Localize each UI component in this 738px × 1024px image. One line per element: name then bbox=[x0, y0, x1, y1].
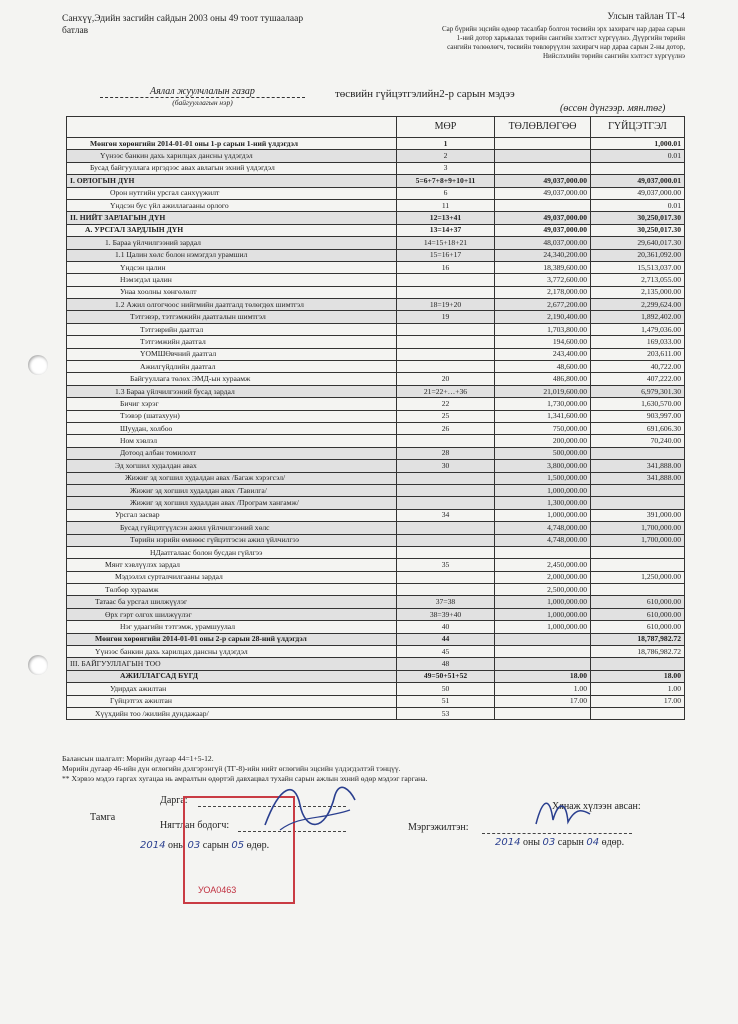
actual-value: 169,033.00 bbox=[591, 336, 685, 348]
actual-value: 6,979,301.30 bbox=[591, 385, 685, 397]
plan-value: 1,500,000.00 bbox=[495, 472, 591, 484]
table-row bbox=[67, 212, 685, 224]
table-row bbox=[67, 249, 685, 261]
plan-value: 2,500,000.00 bbox=[495, 584, 591, 596]
plan-value: 1,000,000.00 bbox=[495, 484, 591, 496]
row-description: Шуудан, холбоо bbox=[67, 422, 397, 434]
row-description: Бусад байгууллага иргэдээс авах авлагын эхний үлдэгдэл bbox=[67, 162, 397, 174]
plan-value: 1,000,000.00 bbox=[495, 621, 591, 633]
table-row bbox=[67, 435, 685, 447]
plan-value: 17.00 bbox=[495, 695, 591, 707]
actual-value: 1,700,000.00 bbox=[591, 534, 685, 546]
row-description: ҮОМШӨвчний даатгал bbox=[67, 348, 397, 360]
row-number: 1 bbox=[397, 138, 495, 150]
table-row bbox=[67, 311, 685, 323]
plan-value: 3,772,600.00 bbox=[495, 274, 591, 286]
date-word: сарын bbox=[202, 840, 229, 851]
actual-value: 1.00 bbox=[591, 683, 685, 695]
row-description: Тэтгэвэр, тэтгэмжийн даатгалын шимтгэл bbox=[67, 311, 397, 323]
row-description: Байгууллага төлөх ЭМД-ын хураамж bbox=[67, 373, 397, 385]
plan-value: 3,800,000.00 bbox=[495, 460, 591, 472]
table-row bbox=[67, 460, 685, 472]
row-description: Үндсэн цалин bbox=[67, 261, 397, 273]
footnote: Балансын шалгалт: Мөрийн дугаар 44=1+5-12. bbox=[62, 754, 214, 763]
plan-value: 1,300,000.00 bbox=[495, 497, 591, 509]
row-number bbox=[397, 348, 495, 360]
row-number: 11 bbox=[397, 199, 495, 211]
row-number: 40 bbox=[397, 621, 495, 633]
actual-value bbox=[591, 484, 685, 496]
actual-value bbox=[591, 546, 685, 558]
approval-line: Санхүү,Эдийн засгийн сайдын 2003 оны 49 тоот тушаалаар bbox=[62, 14, 304, 24]
actual-value: 49,037,000.01 bbox=[591, 175, 685, 187]
actual-value: 610,000.00 bbox=[591, 608, 685, 620]
row-number: 26 bbox=[397, 422, 495, 434]
accountant-label: Нягтлан бодогч: bbox=[160, 820, 230, 831]
row-number: 44 bbox=[397, 633, 495, 645]
approval-note bbox=[62, 13, 352, 37]
date-right-year: 2014 bbox=[495, 837, 521, 848]
actual-value: 2,299,624.00 bbox=[591, 299, 685, 311]
row-number: 35 bbox=[397, 559, 495, 571]
plan-value: 2,178,000.00 bbox=[495, 286, 591, 298]
table-row bbox=[67, 299, 685, 311]
row-number: 25 bbox=[397, 410, 495, 422]
table-row bbox=[67, 361, 685, 373]
row-description: НДаатгалаас болон бусдан гүйлгээ bbox=[67, 546, 397, 558]
expert-signature-scribble bbox=[528, 792, 598, 832]
row-description: Тээвэр (шатахуун) bbox=[67, 410, 397, 422]
row-description: Эд хогшил худалдан авах bbox=[67, 460, 397, 472]
row-description: II. НИЙТ ЗАРЛАГЫН ДҮН bbox=[67, 212, 397, 224]
plan-value: 18,389,600.00 bbox=[495, 261, 591, 273]
row-number: 13=14+37 bbox=[397, 224, 495, 236]
footnotes bbox=[62, 754, 682, 784]
table-row bbox=[67, 187, 685, 199]
row-description: Жижиг эд хогшил худалдан авах /Тавилга/ bbox=[67, 484, 397, 496]
plan-value: 24,340,200.00 bbox=[495, 249, 591, 261]
table-row bbox=[67, 237, 685, 249]
row-description: Унаа хоолны хөнгөлөлт bbox=[67, 286, 397, 298]
stamp-label: Тамга bbox=[90, 812, 116, 823]
actual-value bbox=[591, 162, 685, 174]
table-row bbox=[67, 447, 685, 459]
row-description: Жижиг эд хогшил худалдан авах /Програм хангамж/ bbox=[67, 497, 397, 509]
row-number bbox=[397, 584, 495, 596]
date-word: өдөр. bbox=[246, 840, 270, 851]
plan-value: 500,000.00 bbox=[495, 447, 591, 459]
plan-value bbox=[495, 162, 591, 174]
row-description: Бусад гүйцэтгүүлсэн ажил үйлчилгээний хөлс bbox=[67, 522, 397, 534]
row-number bbox=[397, 286, 495, 298]
plan-value: 2,000,000.00 bbox=[495, 571, 591, 583]
actual-value: 70,240.00 bbox=[591, 435, 685, 447]
table-row bbox=[67, 373, 685, 385]
form-instructions bbox=[420, 13, 685, 61]
actual-value: 40,722.00 bbox=[591, 361, 685, 373]
row-description: Дотоод албан томилолт bbox=[67, 447, 397, 459]
actual-value: 691,606.30 bbox=[591, 422, 685, 434]
plan-value bbox=[495, 633, 591, 645]
table-row bbox=[67, 286, 685, 298]
date-right-day: 04 bbox=[586, 837, 600, 848]
row-number: 19 bbox=[397, 311, 495, 323]
plan-value: 2,190,400.00 bbox=[495, 311, 591, 323]
actual-value: 18.00 bbox=[591, 670, 685, 682]
table-header-row bbox=[67, 117, 685, 138]
plan-value: 2,677,200.00 bbox=[495, 299, 591, 311]
row-description: Бичиг хэрэг bbox=[67, 398, 397, 410]
actual-value: 17.00 bbox=[591, 695, 685, 707]
row-description: Төрийн нэрийн өмнөөс гүйцэтгэсэн ажил үйлчилгээ bbox=[67, 534, 397, 546]
date-left-year: 2014 bbox=[140, 840, 166, 851]
column-header: МӨР bbox=[397, 117, 495, 138]
plan-value: 21,019,600.00 bbox=[495, 385, 591, 397]
actual-value: 1,000.01 bbox=[591, 138, 685, 150]
plan-value: 48,600.00 bbox=[495, 361, 591, 373]
row-number bbox=[397, 484, 495, 496]
punch-hole bbox=[28, 355, 48, 375]
table-row bbox=[67, 274, 685, 286]
actual-value: 903,997.00 bbox=[591, 410, 685, 422]
actual-value bbox=[591, 658, 685, 670]
table-row bbox=[67, 707, 685, 719]
row-description: Үндсэн бус үйл ажиллагааны орлого bbox=[67, 199, 397, 211]
row-description: Тэтгэврийн даатгал bbox=[67, 323, 397, 335]
table-row bbox=[67, 199, 685, 211]
table-row bbox=[67, 596, 685, 608]
plan-value bbox=[495, 646, 591, 658]
footnote: Мөрийн дугаар 46-ийн дүн өглөгийн дэлгэрэнгүй (ТГ-8)-ийн нийт өглөгийн эцсийн үлдэгдэлтэй тэнцүү. bbox=[62, 764, 401, 773]
row-number: 49=50+51+52 bbox=[397, 670, 495, 682]
plan-value: 1,000,000.00 bbox=[495, 596, 591, 608]
row-description: I. ОРЛОГЫН ДҮН bbox=[67, 175, 397, 187]
director-label: Дарга: bbox=[160, 795, 188, 806]
date-right bbox=[495, 837, 624, 848]
actual-value: 407,222.00 bbox=[591, 373, 685, 385]
row-description: Орон нутгийн урсгал санхүүжилт bbox=[67, 187, 397, 199]
director-signature-scribble bbox=[255, 775, 365, 845]
row-number: 22 bbox=[397, 398, 495, 410]
row-description: Жижиг эд хогшил худалдан авах /Багаж хэрэгсэл/ bbox=[67, 472, 397, 484]
table-row bbox=[67, 472, 685, 484]
plan-value: 750,000.00 bbox=[495, 422, 591, 434]
row-number bbox=[397, 336, 495, 348]
row-description: Гүйцэтгэх ажилтан bbox=[67, 695, 397, 707]
table-row bbox=[67, 509, 685, 521]
row-number: 45 bbox=[397, 646, 495, 658]
organization-caption: (байгууллагын нэр) bbox=[172, 98, 233, 107]
column-header bbox=[67, 117, 397, 138]
plan-value: 1,000,000.00 bbox=[495, 509, 591, 521]
actual-value: 1,700,000.00 bbox=[591, 522, 685, 534]
row-number bbox=[397, 323, 495, 335]
row-number bbox=[397, 522, 495, 534]
row-number: 14=15+18+21 bbox=[397, 237, 495, 249]
actual-value: 1,630,570.00 bbox=[591, 398, 685, 410]
table-row bbox=[67, 670, 685, 682]
actual-value: 49,037,000.00 bbox=[591, 187, 685, 199]
plan-value: 49,037,000.00 bbox=[495, 224, 591, 236]
actual-value: 1,479,036.00 bbox=[591, 323, 685, 335]
organization-name: Аялал жуулчлалын газар bbox=[100, 86, 305, 98]
date-right-month: 03 bbox=[542, 837, 556, 848]
plan-value: 1,730,000.00 bbox=[495, 398, 591, 410]
plan-value bbox=[495, 707, 591, 719]
table-row bbox=[67, 162, 685, 174]
table-row bbox=[67, 150, 685, 162]
actual-value: 20,361,092.00 bbox=[591, 249, 685, 261]
plan-value: 49,037,000.00 bbox=[495, 187, 591, 199]
table-row bbox=[67, 422, 685, 434]
row-description: 1.2 Ажил олгогчоос нийгмийн даатгалд төлөгдөх шимтгэл bbox=[67, 299, 397, 311]
plan-value: 4,748,000.00 bbox=[495, 534, 591, 546]
column-header: ГҮЙЦЭТГЭЛ bbox=[591, 117, 685, 138]
plan-value: 2,450,000.00 bbox=[495, 559, 591, 571]
expert-label: Мэргэжилтэн: bbox=[408, 822, 469, 833]
table-row bbox=[67, 348, 685, 360]
plan-value: 4,748,000.00 bbox=[495, 522, 591, 534]
plan-value bbox=[495, 138, 591, 150]
row-number: 30 bbox=[397, 460, 495, 472]
budget-table bbox=[66, 116, 685, 720]
plan-value: 1.00 bbox=[495, 683, 591, 695]
table-row bbox=[67, 658, 685, 670]
row-description: Мэдээлэл сурталчилгааны зардал bbox=[67, 571, 397, 583]
report-title: төсвийн гүйцэтгэлийн2-р сарын мэдээ bbox=[335, 88, 515, 100]
row-number bbox=[397, 571, 495, 583]
row-number: 48 bbox=[397, 658, 495, 670]
row-number: 5=6+7+8+9+10+11 bbox=[397, 175, 495, 187]
plan-value: 49,037,000.00 bbox=[495, 212, 591, 224]
row-number: 6 bbox=[397, 187, 495, 199]
instruction-line: 1-ний дотор харьяалах төрийн сангийн хэлтэст хүргүүлнэ. Дүүргийн төрийн bbox=[456, 34, 685, 42]
row-number: 21=22+…+36 bbox=[397, 385, 495, 397]
form-code: Улсын тайлан ТГ-4 bbox=[607, 12, 685, 22]
plan-value: 1,341,600.00 bbox=[495, 410, 591, 422]
row-description: Тэтгэмжийн даатгал bbox=[67, 336, 397, 348]
row-description: А. УРСГАЛ ЗАРДЛЫН ДҮН bbox=[67, 224, 397, 236]
row-description: Удирдах ажилтан bbox=[67, 683, 397, 695]
table-row bbox=[67, 633, 685, 645]
unit-note: (өссөн дүнгээр. мян.төг) bbox=[560, 103, 666, 114]
row-number bbox=[397, 361, 495, 373]
row-number: 16 bbox=[397, 261, 495, 273]
row-number: 18=19+20 bbox=[397, 299, 495, 311]
row-number bbox=[397, 497, 495, 509]
plan-value bbox=[495, 199, 591, 211]
row-description: 1. Бараа үйлчилгээний зардал bbox=[67, 237, 397, 249]
actual-value bbox=[591, 584, 685, 596]
table-row bbox=[67, 175, 685, 187]
expert-signature-line bbox=[482, 833, 632, 834]
date-word: оны bbox=[167, 840, 186, 851]
date-word: сарын bbox=[557, 837, 584, 848]
plan-value: 200,000.00 bbox=[495, 435, 591, 447]
row-number bbox=[397, 435, 495, 447]
row-number: 50 bbox=[397, 683, 495, 695]
row-number: 20 bbox=[397, 373, 495, 385]
actual-value bbox=[591, 707, 685, 719]
table-row bbox=[67, 534, 685, 546]
row-number: 3 bbox=[397, 162, 495, 174]
row-description: АЖИЛЛАГСАД БҮГД bbox=[67, 670, 397, 682]
table-row bbox=[67, 646, 685, 658]
actual-value: 0.01 bbox=[591, 199, 685, 211]
plan-value: 48,037,000.00 bbox=[495, 237, 591, 249]
table-row bbox=[67, 385, 685, 397]
table-row bbox=[67, 336, 685, 348]
actual-value: 1,892,402.00 bbox=[591, 311, 685, 323]
row-description: Нэг удаагийн тэтгэмж, урамшуулал bbox=[67, 621, 397, 633]
row-description: Нэмэгдэл цалин bbox=[67, 274, 397, 286]
table-row bbox=[67, 497, 685, 509]
plan-value: 1,000,000.00 bbox=[495, 608, 591, 620]
row-number: 53 bbox=[397, 707, 495, 719]
table-row bbox=[67, 695, 685, 707]
row-number: 15=16+17 bbox=[397, 249, 495, 261]
row-description: Урсгал засвар bbox=[67, 509, 397, 521]
actual-value: 391,000.00 bbox=[591, 509, 685, 521]
table-row bbox=[67, 522, 685, 534]
actual-value: 341,888.00 bbox=[591, 460, 685, 472]
plan-value: 1,703,800.00 bbox=[495, 323, 591, 335]
row-number: 2 bbox=[397, 150, 495, 162]
actual-value: 610,000.00 bbox=[591, 596, 685, 608]
actual-value: 610,000.00 bbox=[591, 621, 685, 633]
row-number bbox=[397, 534, 495, 546]
footnote: ** Хэрвээ мэдээ гаргах хугацаа нь амралтын өдөртэй давхацвал тухайн сарын ажлын эхний өдөр мэдээг гаргана. bbox=[62, 774, 428, 783]
actual-value: 341,888.00 bbox=[591, 472, 685, 484]
row-number: 51 bbox=[397, 695, 495, 707]
instruction-line: Сар бүрийн эцсийн өдөөр тасалбар болгон төсвийн эрх захирагч нар дараа сарын bbox=[442, 25, 685, 33]
row-number bbox=[397, 546, 495, 558]
row-description: III. БАЙГУУЛЛАГЫН ТОО bbox=[67, 658, 397, 670]
plan-value bbox=[495, 150, 591, 162]
row-number bbox=[397, 274, 495, 286]
punch-hole bbox=[28, 655, 48, 675]
table-row bbox=[67, 261, 685, 273]
row-description: 1.1 Цалин хөлс болон нэмэгдэл урамшил bbox=[67, 249, 397, 261]
actual-value: 0.01 bbox=[591, 150, 685, 162]
row-description: Үүнээс банкин дахь харилцах дансны үлдэгдэл bbox=[67, 150, 397, 162]
table-row bbox=[67, 398, 685, 410]
receiver-label: Хянаж хүлээн авсан: bbox=[552, 801, 641, 812]
row-description: Мянт хэвлүүлэх зардал bbox=[67, 559, 397, 571]
date-word: оны bbox=[522, 837, 541, 848]
actual-value: 29,640,017.30 bbox=[591, 237, 685, 249]
row-number: 34 bbox=[397, 509, 495, 521]
row-description: Хүүхдийн тоо /жилийн дундажаар/ bbox=[67, 707, 397, 719]
actual-value: 18,787,982.72 bbox=[591, 633, 685, 645]
table-row bbox=[67, 484, 685, 496]
row-number: 12=13+41 bbox=[397, 212, 495, 224]
table-row bbox=[67, 621, 685, 633]
table-row bbox=[67, 410, 685, 422]
table-row bbox=[67, 323, 685, 335]
plan-value: 486,800.00 bbox=[495, 373, 591, 385]
row-description: Мөнгөн хөрөнгийн 2014-01-01 оны 2-р сарын 28-ний үлдэгдэл bbox=[67, 633, 397, 645]
row-description: Төлбөр хураамж bbox=[67, 584, 397, 596]
actual-value: 18,786,982.72 bbox=[591, 646, 685, 658]
actual-value: 30,250,017.30 bbox=[591, 212, 685, 224]
table-row bbox=[67, 683, 685, 695]
actual-value: 203,611.00 bbox=[591, 348, 685, 360]
row-number: 38=39+40 bbox=[397, 608, 495, 620]
plan-value: 49,037,000.00 bbox=[495, 175, 591, 187]
column-header: ТӨЛӨВЛӨГӨӨ bbox=[495, 117, 591, 138]
row-number: 37=38 bbox=[397, 596, 495, 608]
actual-value: 2,135,000.00 bbox=[591, 286, 685, 298]
date-word: өдөр. bbox=[601, 837, 625, 848]
actual-value bbox=[591, 497, 685, 509]
actual-value: 2,713,055.00 bbox=[591, 274, 685, 286]
actual-value: 1,250,000.00 bbox=[591, 571, 685, 583]
instruction-line: сангийн төлөөлөгч, төсвийн төвлөрүүлэн захирагч нар дараа сарын 2-ны дотор, bbox=[447, 43, 685, 51]
plan-value bbox=[495, 546, 591, 558]
row-description: Мөнгөн хөрөнгийн 2014-01-01 оны 1-р сарын 1-ний үлдэгдэл bbox=[67, 138, 397, 150]
actual-value bbox=[591, 447, 685, 459]
stamp-code: УОА0463 bbox=[198, 885, 237, 895]
row-description: Татаас ба урсгал шилжүүлэг bbox=[67, 596, 397, 608]
row-description: Өрх гэрт олгох шилжүүлэг bbox=[67, 608, 397, 620]
plan-value: 18.00 bbox=[495, 670, 591, 682]
date-left-day: 05 bbox=[231, 840, 245, 851]
row-description: Ажилгүйдлийн даатгал bbox=[67, 361, 397, 373]
table-row bbox=[67, 584, 685, 596]
table-row bbox=[67, 224, 685, 236]
table-row bbox=[67, 559, 685, 571]
actual-value bbox=[591, 559, 685, 571]
row-number: 28 bbox=[397, 447, 495, 459]
plan-value: 243,400.00 bbox=[495, 348, 591, 360]
plan-value: 194,600.00 bbox=[495, 336, 591, 348]
row-number bbox=[397, 472, 495, 484]
table-row bbox=[67, 608, 685, 620]
table-row bbox=[67, 571, 685, 583]
date-left-month: 03 bbox=[187, 840, 201, 851]
actual-value: 30,250,017.30 bbox=[591, 224, 685, 236]
row-description: Үүнээс банкин дахь харилцах дансны үлдэгдэл bbox=[67, 646, 397, 658]
table-row bbox=[67, 546, 685, 558]
instruction-line: Нийслэлийн төрийн сангийн хэлтэст хүргүүлнэ bbox=[542, 52, 685, 60]
row-description: 1.3 Бараа үйлчилгээний бусад зардал bbox=[67, 385, 397, 397]
plan-value bbox=[495, 658, 591, 670]
table-row bbox=[67, 138, 685, 150]
actual-value: 15,513,037.00 bbox=[591, 261, 685, 273]
row-description: Ном хэвлэл bbox=[67, 435, 397, 447]
approval-line: батлав bbox=[62, 26, 89, 36]
